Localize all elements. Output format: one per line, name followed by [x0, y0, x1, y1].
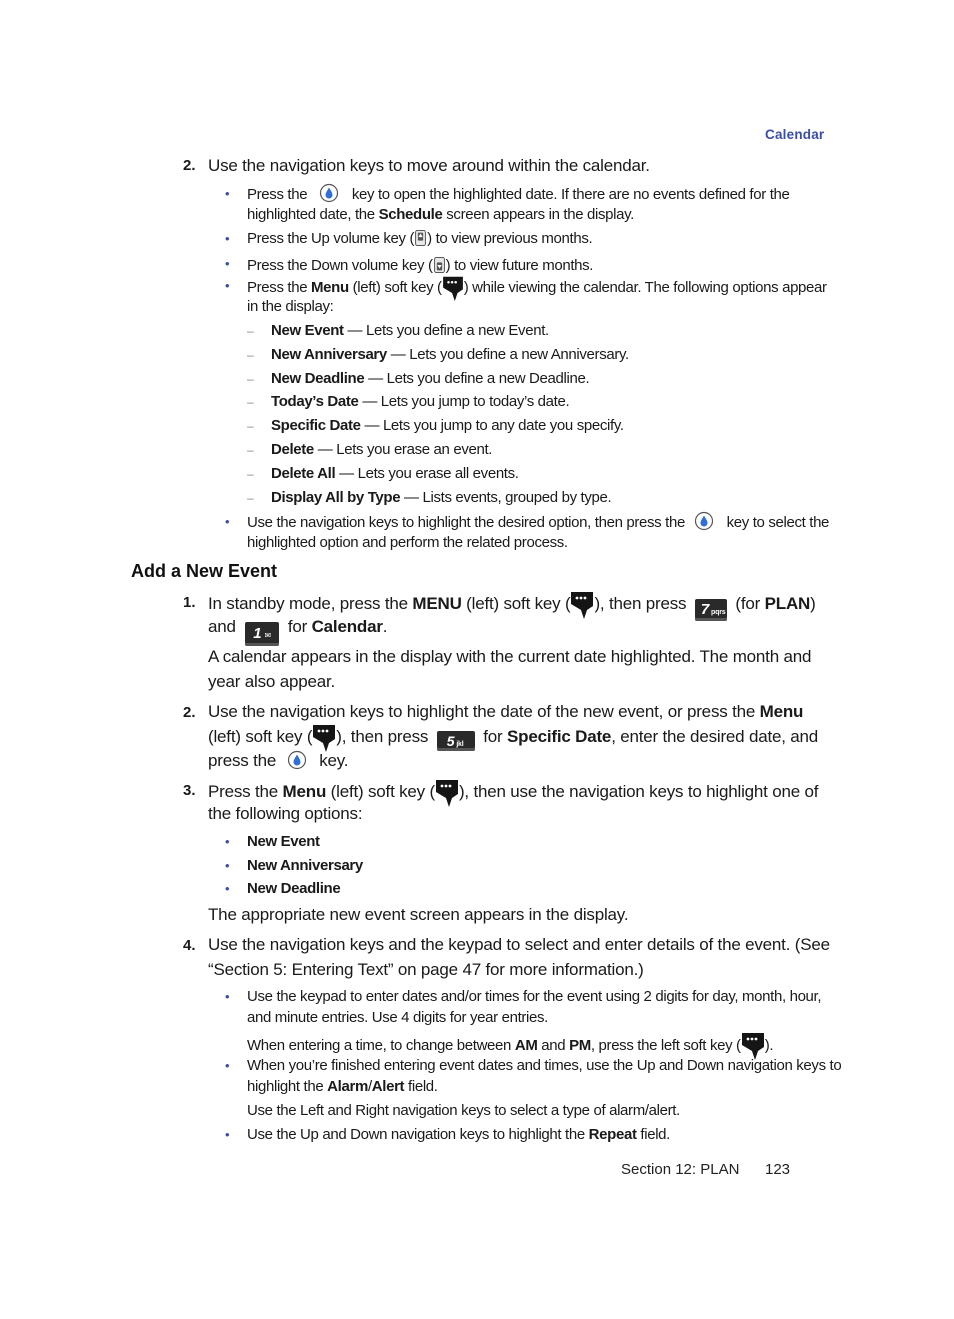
- option-name: Today’s Date: [271, 393, 359, 411]
- bullet-marker: •: [225, 514, 230, 529]
- menu-option-item: [247, 368, 589, 390]
- paragraph: A calendar appears in the display with the current date highlighted. The month and: [208, 647, 812, 666]
- bullet-marker: •: [225, 278, 230, 293]
- volume-up-key-icon: [415, 230, 426, 246]
- ok-key-icon: [287, 750, 307, 770]
- bullet-marker: •: [225, 834, 230, 849]
- dash-marker: –: [247, 347, 254, 362]
- step-number: 2.: [183, 704, 196, 721]
- option-name: New Anniversary: [271, 345, 387, 363]
- dash-marker: –: [247, 490, 254, 505]
- footer-section: Section 12: PLAN: [621, 1161, 740, 1178]
- menu-option-item: [247, 463, 519, 485]
- bullet-text: New Deadline: [247, 880, 341, 897]
- option-description: — Lets you jump to today’s date.: [358, 393, 570, 411]
- bullet-text: Use the Left and Right navigation keys to select a type of alarm/alert.: [247, 1102, 680, 1119]
- dash-marker: –: [247, 324, 254, 338]
- running-header: Calendar: [765, 127, 825, 142]
- page-number: 123: [765, 1161, 791, 1178]
- keypad-1-key-icon: 1 ✉: [245, 622, 279, 646]
- bullet-marker: •: [225, 858, 230, 873]
- bullet-marker: •: [225, 186, 230, 201]
- bullet-text: Press the Up volume key ( ) to view previous months.: [247, 230, 593, 247]
- dash-marker: –: [247, 371, 254, 386]
- left-soft-key-icon: [570, 590, 594, 620]
- paragraph: year also appear.: [208, 672, 336, 691]
- menu-option-item: [247, 487, 611, 509]
- option-description: — Lets you jump to any date you specify.: [360, 417, 624, 435]
- bullet-marker: •: [225, 1127, 230, 1142]
- step-number: 3.: [183, 782, 196, 799]
- keypad-7-key-icon: 7 pqrs: [695, 599, 727, 621]
- option-description: — Lets you define a new Event.: [343, 322, 549, 339]
- option-name: New Deadline: [271, 369, 365, 387]
- bullet-marker: •: [225, 256, 230, 271]
- keypad-5-key-icon: 5 jkl: [437, 731, 475, 751]
- bullet-text: Use the Up and Down navigation keys to highlight the Repeat field.: [247, 1126, 670, 1143]
- option-name: Delete: [271, 441, 314, 458]
- step-number: 2.: [183, 157, 196, 174]
- option-name: Display All by Type: [271, 488, 401, 506]
- step-text: the following options:: [208, 804, 363, 823]
- step-text: Use the navigation keys to highlight the date of the new event, or press the Menu: [208, 702, 804, 721]
- dash-marker: –: [247, 419, 254, 434]
- bullet-marker: •: [225, 881, 230, 896]
- menu-option-item: [247, 344, 629, 366]
- option-description: — Lists events, grouped by type.: [400, 488, 612, 506]
- option-description: — Lets you define a new Deadline.: [364, 369, 590, 387]
- ok-key-icon: [319, 183, 339, 203]
- dash-marker: –: [247, 466, 254, 481]
- bullet-text: and minute entries. Use 4 digits for year entries.: [247, 1009, 548, 1026]
- bullet-text: New Anniversary: [247, 857, 363, 874]
- bullet-text: highlighted date, the Schedule screen appears in the display.: [247, 206, 634, 223]
- bullet-text: in the display:: [247, 298, 334, 315]
- step-number: 1.: [183, 594, 196, 611]
- step-text: Use the navigation keys and the keypad to select and enter details of the event. (See: [208, 935, 830, 954]
- dash-marker: –: [247, 443, 254, 457]
- step-text: and 1 ✉ for Calendar.: [208, 615, 387, 646]
- ok-key-icon: [694, 511, 714, 531]
- bullet-text: Press the Down volume key ( ) to view future months.: [247, 257, 594, 274]
- menu-option-item: [247, 320, 549, 342]
- bullet-text: Use the keypad to enter dates and/or times for the event using 2 digits for day, month, hour,: [247, 988, 822, 1005]
- step-text: Press the Menu (left) soft key ( ), then use the navigation keys to highlight one of: [208, 778, 818, 808]
- bullet-text: When you’re finished entering event dates and times, use the Up and Down navigation keys to: [247, 1057, 842, 1074]
- dash-marker: –: [247, 395, 254, 410]
- step-text: press the key.: [208, 751, 349, 770]
- step-text: (left) soft key ( ), then press 5 jkl for Specific Date, enter the desired date, and: [208, 723, 818, 753]
- bullet-text: highlighted option and perform the related process.: [247, 534, 568, 551]
- option-name: Delete All: [271, 464, 336, 482]
- bullet-marker: •: [225, 231, 230, 246]
- step-text: “Section 5: Entering Text” on page 47 for more information.): [208, 960, 644, 979]
- bullet-marker: •: [225, 989, 230, 1004]
- bullet-text: When entering a time, to change between AM and PM, press the left soft key ( ).: [247, 1031, 773, 1061]
- step-text: In standby mode, press the MENU (left) soft key ( ), then press 7 pqrs (for PLAN): [208, 590, 816, 621]
- option-description: — Lets you erase an event.: [313, 441, 493, 458]
- bullet-text: highlight the Alarm/Alert field.: [247, 1078, 438, 1095]
- section-heading: Add a New Event: [131, 561, 278, 581]
- paragraph: The appropriate new event screen appears in the display.: [208, 905, 629, 924]
- left-soft-key-icon: [442, 275, 464, 302]
- bullet-text: Press the key to open the highlighted date. If there are no events defined for the: [247, 183, 790, 205]
- step-text: Use the navigation keys to move around within the calendar.: [208, 156, 650, 175]
- bullet-text: Use the navigation keys to highlight the desired option, then press the key to select the: [247, 511, 829, 533]
- step-number: 4.: [183, 937, 196, 954]
- menu-option-item: [247, 391, 569, 413]
- option-name: Specific Date: [271, 417, 361, 435]
- option-name: New Event: [271, 322, 344, 339]
- bullet-marker: •: [225, 1058, 230, 1073]
- left-soft-key-icon: [435, 778, 459, 808]
- option-description: — Lets you erase all events.: [335, 464, 519, 482]
- option-description: — Lets you define a new Anniversary.: [386, 345, 629, 363]
- bullet-text: New Event: [247, 833, 320, 850]
- volume-down-key-icon: [434, 257, 445, 273]
- menu-option-item: [247, 415, 624, 437]
- bullet-text: Press the Menu (left) soft key ( ) while viewing the calendar. The following options appear: [247, 275, 827, 302]
- menu-option-item: [247, 439, 492, 461]
